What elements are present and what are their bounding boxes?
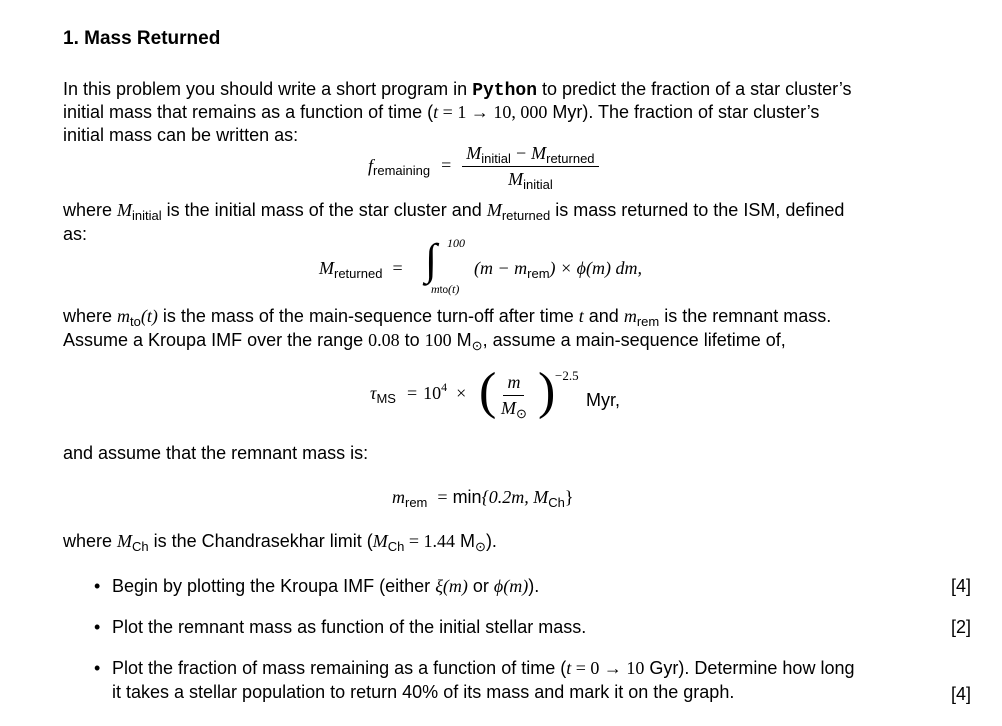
left-paren: (	[479, 363, 497, 420]
intro-line-3: initial mass can be written as:	[63, 125, 299, 145]
equation-f-remaining: $f_{remaining}$ = $\frac{M_{initial} - M_{returned}}{M_{initial}}$	[368, 143, 599, 190]
tau-fraction: $\frac{m}{M_⊙}$	[501, 372, 527, 421]
python-code-term: Python	[472, 81, 538, 101]
sun-symbol: ⊙	[471, 338, 483, 353]
integrand: $(m - m_{rem}) \times \phi(m)$ dm,	[474, 258, 642, 281]
where-m-initial-line-2: as:	[63, 224, 88, 244]
bullet-1-text: Begin by plotting the Kroupa IMF (either ξ(m) or ϕ(m)).	[112, 576, 540, 596]
equation-m-returned: $M_{returned}$ =	[319, 258, 403, 281]
where-m-initial-line: where $M_{initial}$ is the initial mass of the star cluster and $M_{returned}$ is mass returned to the ISM, defined	[63, 200, 845, 223]
chandrasekhar-line: where $M_{Ch}$ is the Chandrasekhar limit ($M_{Ch} = 1.44$ $M_⊙$).	[63, 531, 497, 554]
bullet-3-text-line-1: Plot the fraction of mass remaining as a function of time (t = 0 → 10 Gyr). Determine how long	[112, 658, 855, 678]
intro-line-1: In this problem you should write a short program in Python to predict the fraction of a star cluster’s	[63, 79, 852, 101]
remnant-mass-intro: and assume that the remnant mass is:	[63, 443, 369, 463]
bullet-3-marker: •	[94, 658, 101, 678]
bullet-2-marks: [2]	[950, 617, 971, 637]
tau-exponent: −2.5	[555, 368, 579, 383]
where-mto-line: where $m_{to}(t)$ is the mass of the main-sequence turn-off after time t and $m_{rem}$ is the remnant mass.	[63, 306, 832, 329]
bullet-3-marks: [4]	[950, 684, 971, 704]
tau-unit: Myr,	[586, 390, 620, 410]
bullet-1-marker: •	[94, 576, 101, 596]
kroupa-assumption-line: Assume a Kroupa IMF over the range 0.08 to 100 $M_⊙$, assume a main-sequence lifetime of,	[63, 330, 786, 353]
equation-m-rem: $m_{rem} = \min\{0.2m$, $M_{Ch}$}	[392, 487, 574, 510]
integral-sign: ∫	[425, 235, 438, 284]
equation-tau-ms: $\tau_{MS} = 10^4$ ×	[370, 380, 467, 406]
section-heading: 1. Mass Returned	[63, 28, 221, 49]
intro-line-2: initial mass that remains as a function of time (t = 1 → 10, 000 Myr). The fraction of star cluster’s	[63, 102, 820, 122]
integral-upper-limit: 100	[447, 236, 465, 250]
bullet-2-text: Plot the remnant mass as function of the initial stellar mass.	[112, 617, 587, 637]
integral-lower-limit: mto(t)	[431, 282, 460, 296]
bullet-2-marker: •	[94, 617, 101, 637]
f-fraction: $\frac{M_{initial} - M_{returned}}{M_{initial}}$	[462, 143, 598, 190]
right-paren: )	[538, 363, 556, 420]
bullet-3-text-line-2: it takes a stellar population to return 40% of its mass and mark it on the graph.	[112, 682, 735, 702]
bullet-1-marks: [4]	[950, 576, 971, 596]
